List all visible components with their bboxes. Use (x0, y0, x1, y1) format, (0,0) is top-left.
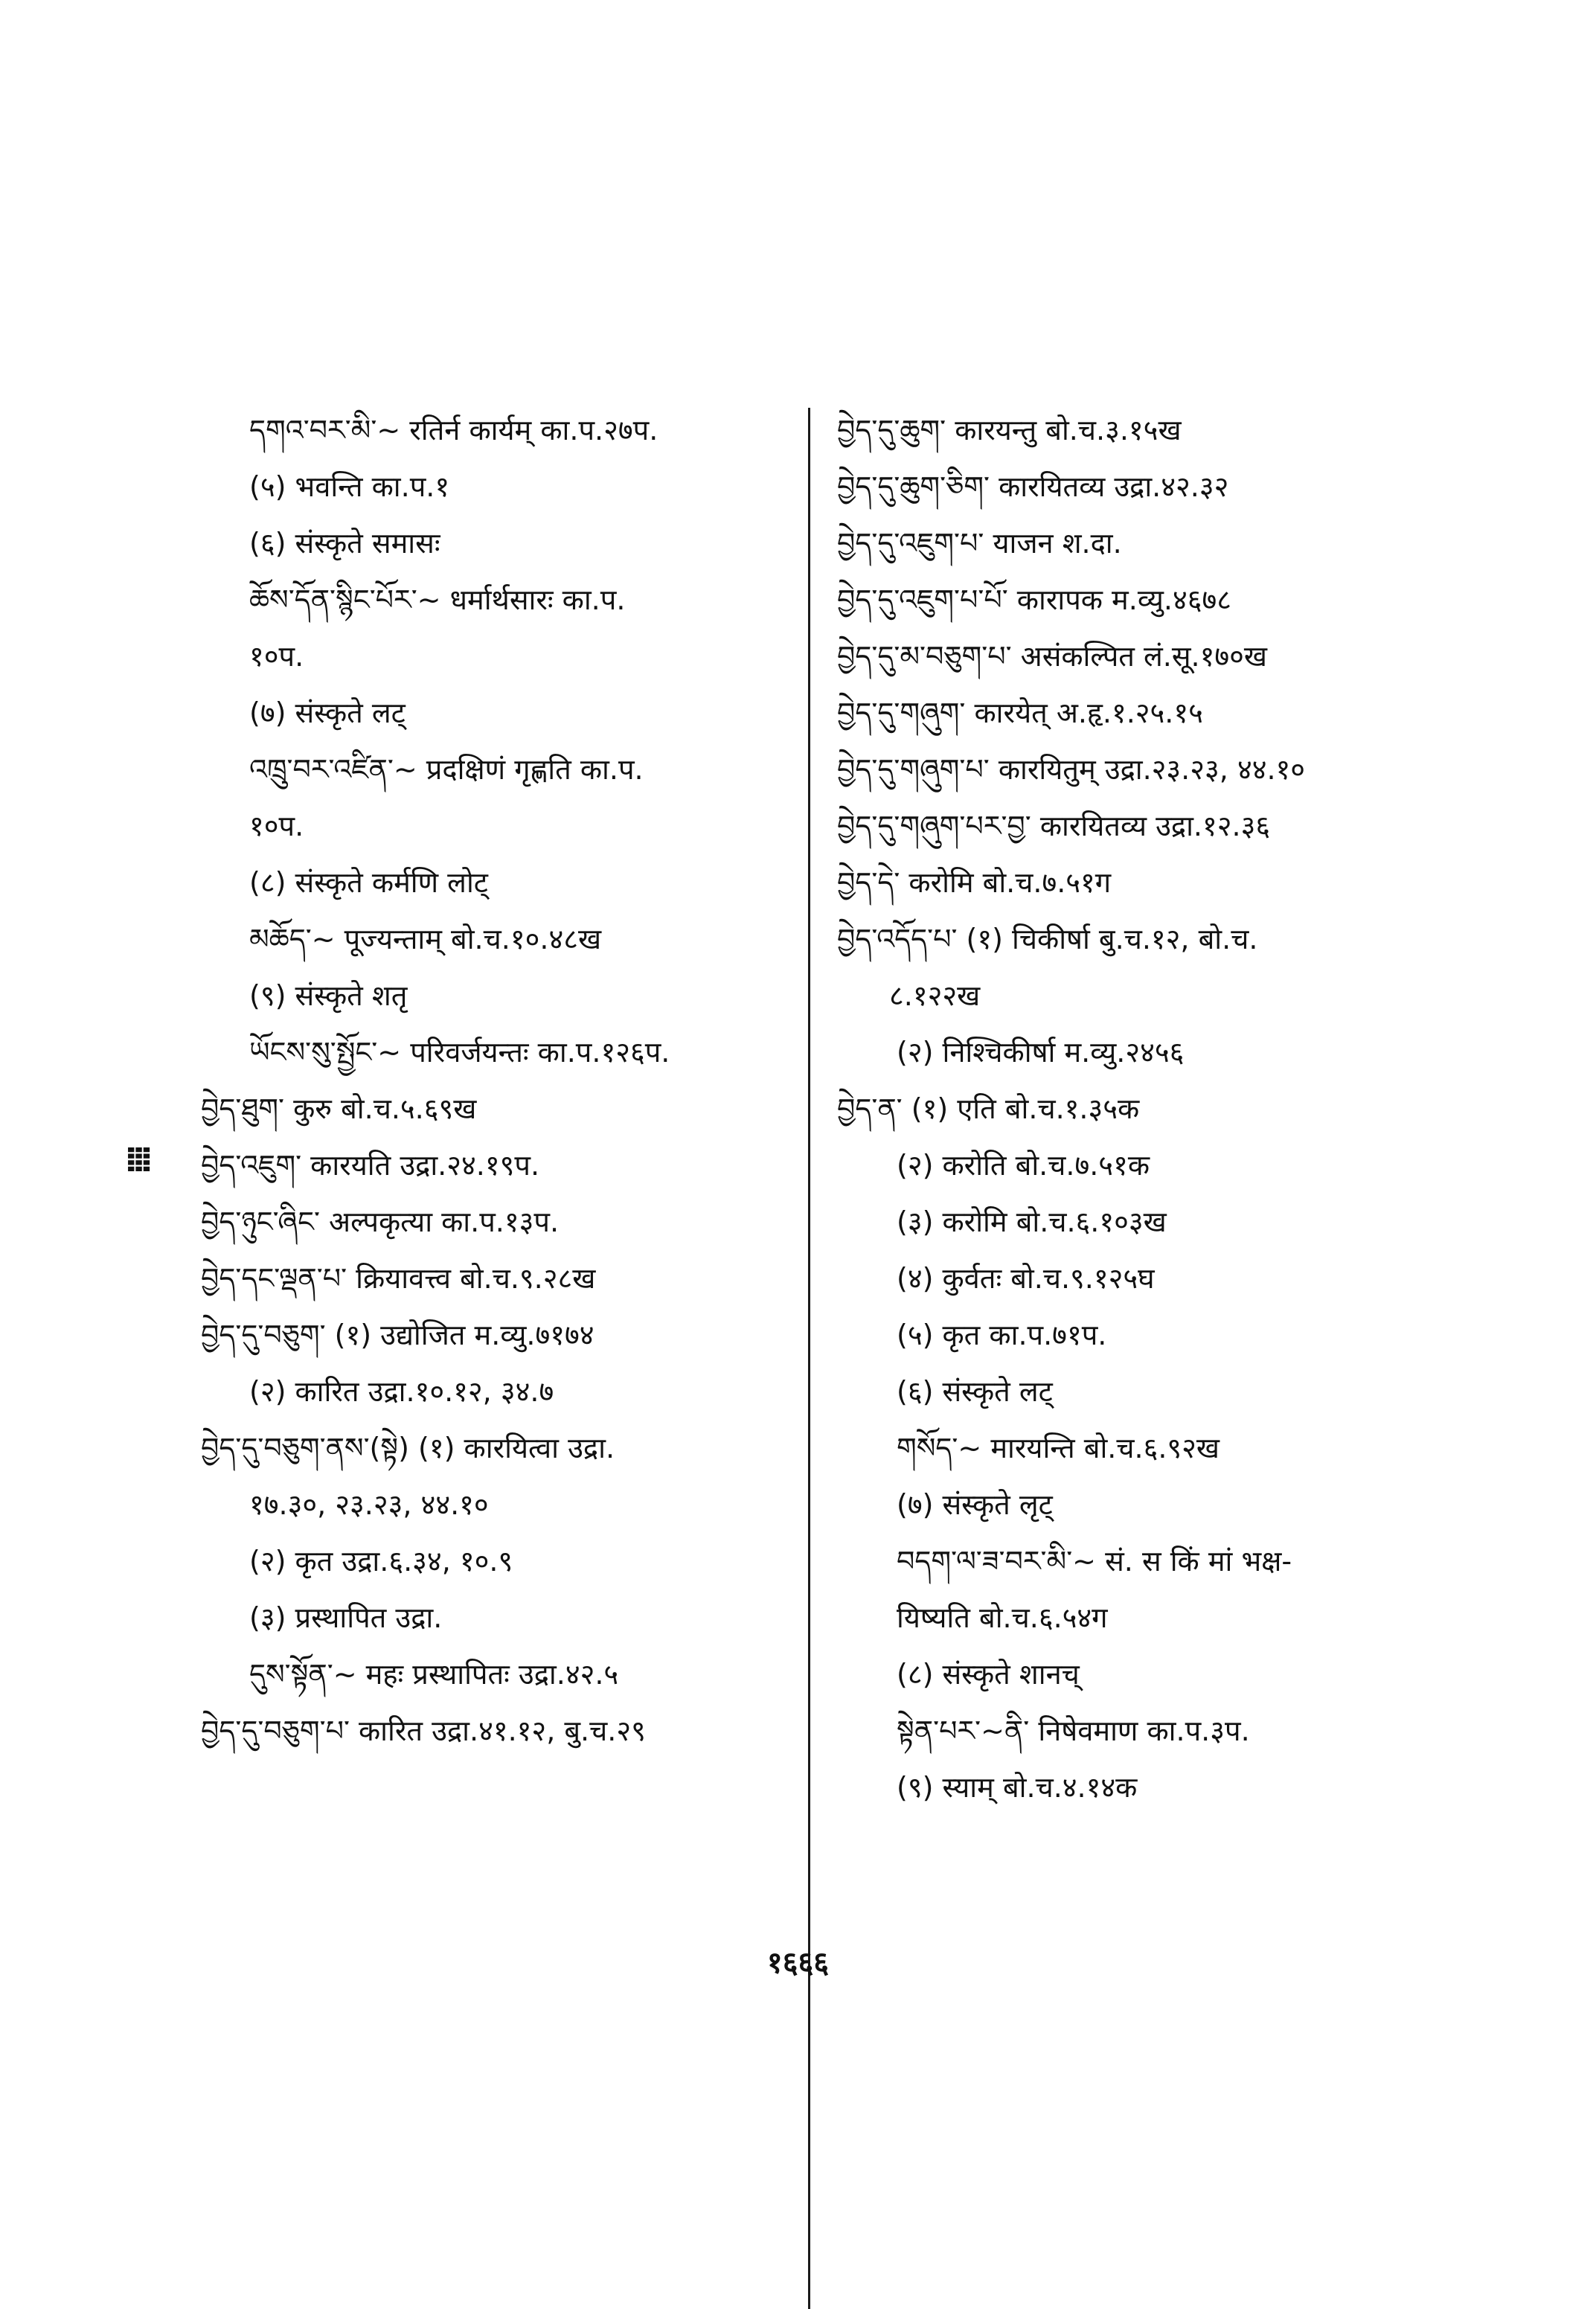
entry-line (837, 1646, 1447, 1703)
sanskrit-gloss: कारयितव्य उद्रा.१२.३६ (1031, 810, 1271, 842)
tibetan-headword: མཆོད་~ (249, 923, 336, 955)
sanskrit-gloss: कारयितव्य उद्रा.४२.३२ (990, 470, 1229, 503)
tibetan-headword: བྱེད་འཇུག་ (201, 1149, 302, 1182)
entry-line (837, 1759, 1447, 1816)
tibetan-headword: གསོད་~ (897, 1432, 982, 1464)
entry-line (837, 1533, 1447, 1589)
sanskrit-gloss: (१) कारयित्वा उद्रा. (408, 1432, 615, 1464)
tibetan-headword: བདག་ལ་ཟ་བར་མི་~ (897, 1545, 1097, 1578)
sanskrit-gloss: (१) चिकीर्षा बु.च.१२, बो.च. (957, 923, 1258, 955)
sanskrit-gloss: (२) करोति बो.च.७.५१क (897, 1149, 1150, 1182)
sanskrit-gloss: प्रदक्षिणं गृह्णति का.प. (417, 753, 644, 786)
sanskrit-gloss: कुरु बो.च.५.६९ख (284, 1092, 477, 1125)
entry-line (837, 1420, 1447, 1476)
entry-line (837, 967, 1447, 1024)
entry-line (837, 458, 1447, 515)
tibetan-headword: བྱེད་དུ་ཆུག་ཅིག་ (837, 470, 990, 503)
entry-line (837, 1589, 1447, 1646)
tibetan-headword: བྱེད་དུ་གཞུག་ (837, 696, 966, 729)
tibetan-headword: བྱེད་འདོད་པ་ (837, 923, 958, 955)
sanskrit-gloss: कारयेत् अ.हृ.१.२५.१५ (965, 696, 1203, 729)
sanskrit-gloss: महः प्रस्थापितः उद्रा.४२.५ (356, 1658, 619, 1691)
sanskrit-gloss: (७) संस्कृते लृट् (897, 1488, 1053, 1521)
entry-line (837, 798, 1447, 854)
entry-line (837, 402, 1447, 458)
sanskrit-gloss: पूज्यन्ताम् बो.च.१०.४८ख (335, 923, 602, 955)
entry-line (201, 741, 796, 798)
entry-line (201, 628, 796, 685)
entry-line (201, 1533, 796, 1589)
entry-line (837, 1307, 1447, 1363)
entry-line (201, 1420, 796, 1476)
tibetan-headword: བྱེད་དུ་འཇུག་པ་ (837, 527, 984, 560)
sanskrit-gloss: (४) कुर्वतः बो.च.९.१२५घ (897, 1262, 1155, 1295)
entry-line (201, 854, 796, 911)
entry-line (201, 1363, 796, 1420)
entry-line (837, 685, 1447, 741)
sanskrit-gloss: याजन श.दा. (984, 527, 1122, 560)
page-number: १६६६ (766, 1946, 830, 1980)
tibetan-headword: དུས་སྟོན་~ (249, 1658, 357, 1691)
entry-line (201, 911, 796, 967)
sanskrit-gloss: (५) कृत का.प.७१प. (897, 1319, 1107, 1351)
sanskrit-gloss: ८.१२२ख (889, 979, 981, 1012)
sanskrit-gloss: (५) भवन्ति का.प.१ (249, 470, 450, 503)
left-column (201, 402, 796, 1759)
tibetan-headword: སྟེན་པར་~ནི་ (897, 1714, 1030, 1747)
entry-line (837, 1363, 1447, 1420)
sanskrit-gloss: धर्मार्थसारः का.प. (440, 583, 626, 616)
sanskrit-gloss: सं. स किं मां भक्ष- (1096, 1545, 1292, 1578)
sanskrit-gloss: कारयति उद्रा.२४.१९प. (301, 1149, 540, 1182)
entry-line (837, 854, 1447, 911)
tibetan-headword: བྱེད་དུ་བཅུག་ (201, 1319, 326, 1351)
sanskrit-gloss: (९) संस्कृते शतृ (249, 979, 408, 1012)
sanskrit-gloss: अल्पकृत्या का.प.१३प. (319, 1205, 560, 1238)
tibetan-headword: བྱེད་དང་ལྡན་པ་ (201, 1262, 347, 1295)
entry-line (201, 402, 796, 458)
entry-line (201, 1307, 796, 1363)
entry-line (201, 458, 796, 515)
tibetan-headword: བྱེད་དུ་འཇུག་པ་པོ་ (837, 583, 1008, 616)
sanskrit-gloss: (७) संस्कृते लट् (249, 696, 406, 729)
sanskrit-gloss: (६) संस्कृते लट् (897, 1375, 1053, 1408)
tibetan-headword: བྱེད་ན་ (837, 1092, 903, 1125)
sanskrit-gloss: कारयन्तु बो.च.३.१५ख (946, 414, 1182, 446)
sanskrit-gloss: क्रियावत्त्व बो.च.९.२८ख (347, 1262, 596, 1295)
sanskrit-gloss: परिवर्जयन्तः का.प.१२६प. (401, 1036, 670, 1069)
sanskrit-gloss: १०प. (249, 810, 304, 842)
margin-mark: ⵂⵂⵂ (125, 1141, 149, 1179)
tibetan-headword: བྱེད་དུ་ཆུག་ (837, 414, 946, 446)
tibetan-headword: དགའ་བར་མི་~ (249, 414, 401, 446)
sanskrit-gloss: (२) निश्चिकीर्षा म.व्यु.२४५६ (897, 1036, 1185, 1069)
entry-line (201, 798, 796, 854)
sanskrit-gloss: १७.३०, २३.२३, ४४.१० (249, 1488, 489, 1521)
column-divider (808, 408, 810, 2309)
entry-line (837, 571, 1447, 628)
entry-line (837, 911, 1447, 967)
sanskrit-gloss: (३) प्रस्थापित उद्रा. (249, 1601, 443, 1634)
sanskrit-gloss: १०प. (249, 640, 304, 673)
sanskrit-gloss: यिष्यति बो.च.६.५४ग (897, 1601, 1108, 1634)
entry-line (201, 1589, 796, 1646)
tibetan-headword: བྱེད་དེ་ (837, 866, 900, 899)
entry-line (201, 571, 796, 628)
tibetan-headword: བྱེད་དུ་གཞུག་པར་བྱ་ (837, 810, 1031, 842)
tibetan-headword: ཆོས་དོན་སྙིང་པོར་~ (249, 583, 441, 616)
entry-line (837, 1250, 1447, 1307)
sanskrit-gloss: (१) उद्योजित म.व्यु.७१७४ (325, 1319, 595, 1351)
tibetan-headword: འཁྲུ་བར་འཛིན་~ (249, 753, 417, 786)
sanskrit-gloss: (२) कारित उद्रा.१०.१२, ३४.७ (249, 1375, 554, 1408)
sanskrit-gloss: (३) करोमि बो.च.६.१०३ख (897, 1205, 1167, 1238)
sanskrit-gloss: (८) संस्कृते शानच् (897, 1658, 1080, 1691)
tibetan-headword: ཡོངས་སུ་སྤྱོང་~ (249, 1036, 402, 1069)
entry-line (201, 1703, 796, 1759)
entry-line (837, 1476, 1447, 1533)
entry-line (837, 515, 1447, 571)
tibetan-headword: བྱེད་དུ་མ་བཅུག་པ་ (837, 640, 1012, 673)
sanskrit-gloss: असंकल्पित लं.सू.१७०ख (1011, 640, 1268, 673)
sanskrit-gloss: (१) एति बो.च.१.३५क (902, 1092, 1140, 1125)
entry-line (837, 628, 1447, 685)
entry-line (837, 1024, 1447, 1080)
entry-line (201, 1646, 796, 1703)
tibetan-headword: བྱེད་ཉུང་ཞིང་ (201, 1205, 320, 1238)
sanskrit-gloss: रतिर्न कार्यम् का.प.२७प. (400, 414, 658, 446)
tibetan-headword: བྱེད་དུ་བཅུག་ནས་(སྟེ) (201, 1432, 409, 1464)
sanskrit-gloss: (८) संस्कृते कर्मणि लोट् (249, 866, 488, 899)
tibetan-headword: བྱེད་ཐུག་ (201, 1092, 285, 1125)
sanskrit-gloss: करोमि बो.च.७.५१ग (900, 866, 1112, 899)
entry-line (837, 741, 1447, 798)
tibetan-headword: བྱེད་དུ་བཅུག་པ་ (201, 1714, 350, 1747)
entry-line (201, 967, 796, 1024)
tibetan-headword: བྱེད་དུ་གཞུག་པ་ (837, 753, 990, 786)
entry-line (201, 515, 796, 571)
sanskrit-gloss: (२) कृत उद्रा.६.३४, १०.९ (249, 1545, 513, 1578)
entry-line (837, 1137, 1447, 1194)
sanskrit-gloss: कारयितुम् उद्रा.२३.२३, ४४.१० (989, 753, 1306, 786)
entry-line (837, 1080, 1447, 1137)
sanskrit-gloss: कारापक म.व्यु.४६७८ (1007, 583, 1232, 616)
entry-line (201, 1080, 796, 1137)
entry-line (837, 1703, 1447, 1759)
entry-line (201, 1476, 796, 1533)
sanskrit-gloss: मारयन्ति बो.च.६.९२ख (981, 1432, 1220, 1464)
sanskrit-gloss: (९) स्याम् बो.च.४.१४क (897, 1771, 1138, 1804)
sanskrit-gloss: निषेवमाण का.प.३प. (1029, 1714, 1250, 1747)
entry-line (201, 1137, 796, 1194)
entry-line (201, 1024, 796, 1080)
entry-line (201, 685, 796, 741)
entry-line (201, 1194, 796, 1250)
entry-line (201, 1250, 796, 1307)
right-column (837, 402, 1447, 1816)
entry-line (837, 1194, 1447, 1250)
sanskrit-gloss: कारित उद्रा.४१.१२, बु.च.२९ (349, 1714, 646, 1747)
sanskrit-gloss: (६) संस्कृते समासः (249, 527, 440, 560)
